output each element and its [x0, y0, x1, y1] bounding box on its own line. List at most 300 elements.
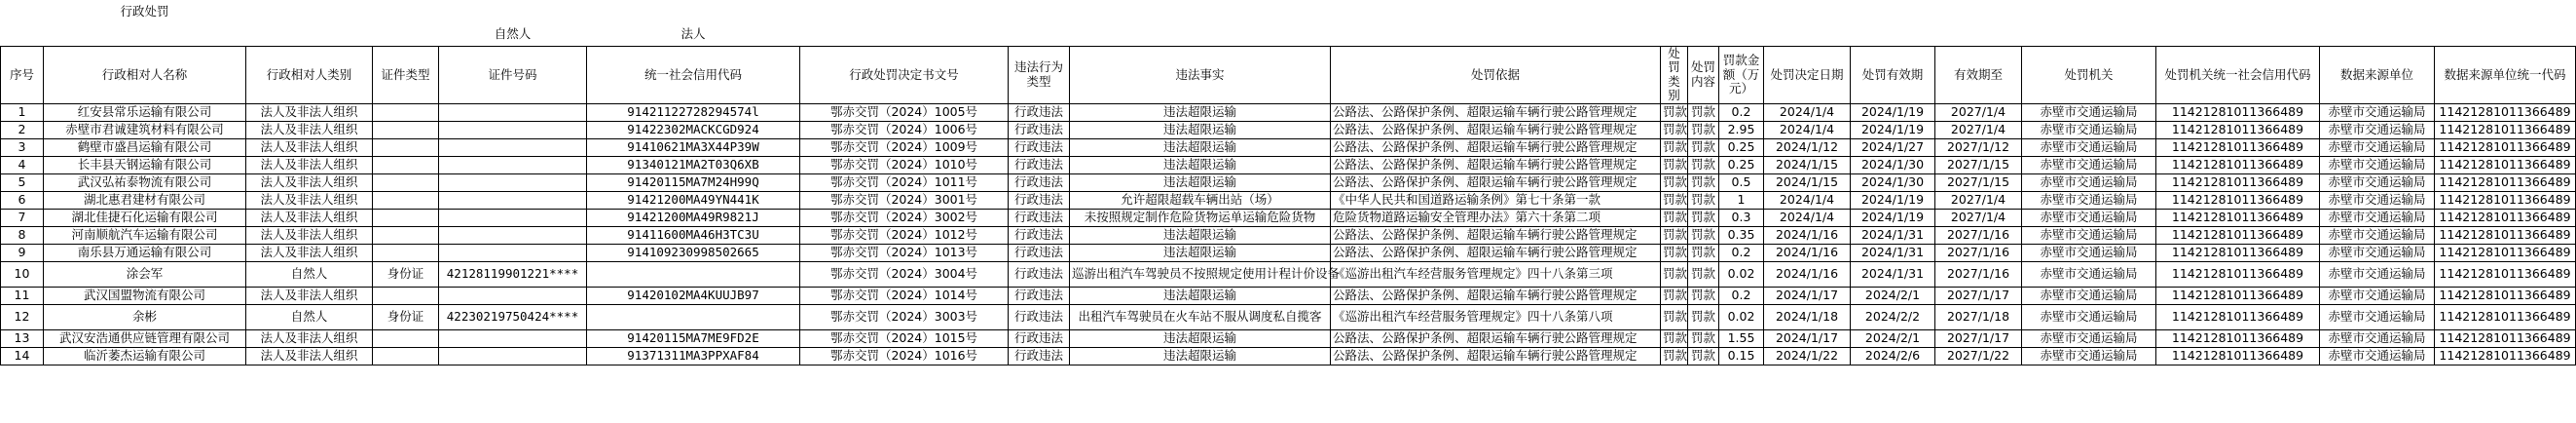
table-cell: 91420115MA7ME9FD2E — [587, 329, 800, 347]
table-cell: 自然人 — [246, 261, 373, 287]
table-cell: 赤壁市交通运输局 — [2022, 209, 2156, 226]
table-cell: 赤壁市交通运输局 — [2320, 138, 2435, 156]
table-cell: 2024/1/31 — [1851, 244, 1935, 261]
table-cell: 赤壁市交通运输局 — [2320, 304, 2435, 329]
table-cell — [587, 304, 800, 329]
table-cell — [373, 347, 439, 365]
table-cell: 公路法、公路保护条例、超限运输车辆行驶公路管理规定 — [1331, 156, 1661, 173]
table-cell: 行政违法 — [1009, 329, 1070, 347]
table-cell: 11421281011366489 — [2156, 304, 2320, 329]
table-cell: 2024/1/4 — [1764, 191, 1851, 209]
table-cell: 罚款 — [1661, 191, 1688, 209]
table-cell: 行政违法 — [1009, 304, 1070, 329]
title-row — [1, 0, 2576, 23]
table-cell: 赤壁市交通运输局 — [2022, 261, 2156, 287]
table-cell: 河南顺航汽车运输有限公司 — [44, 226, 246, 244]
table-cell: 罚款 — [1688, 226, 1719, 244]
table-cell — [373, 244, 439, 261]
table-cell: 赤壁市交通运输局 — [2022, 244, 2156, 261]
table-row — [1, 287, 2576, 304]
table-row — [1, 244, 2576, 261]
table-cell: 2024/1/30 — [1851, 173, 1935, 191]
table-cell: 鄂赤交罚（2024）1006号 — [800, 121, 1009, 138]
column-header: 违法事实 — [1070, 47, 1331, 104]
table-cell: 行政违法 — [1009, 138, 1070, 156]
table-cell: 2024/1/17 — [1764, 329, 1851, 347]
table-cell: 罚款 — [1661, 173, 1688, 191]
table-cell: 违法超限运输 — [1070, 329, 1331, 347]
table-cell: 赤壁市交通运输局 — [2320, 156, 2435, 173]
table-cell: 赤壁市交通运输局 — [2320, 244, 2435, 261]
table-cell: 罚款 — [1661, 304, 1688, 329]
table-cell: 违法超限运输 — [1070, 138, 1331, 156]
table-cell: 11421281011366489 — [2156, 329, 2320, 347]
table-cell: 行政违法 — [1009, 191, 1070, 209]
table-cell — [439, 173, 587, 191]
table-cell: 14 — [1, 347, 44, 365]
column-header: 处罚决定日期 — [1764, 47, 1851, 104]
table-cell: 违法超限运输 — [1070, 244, 1331, 261]
table-cell: 2027/1/4 — [1935, 121, 2022, 138]
table-cell: 2027/1/16 — [1935, 244, 2022, 261]
table-cell: 8 — [1, 226, 44, 244]
table-cell: 91421200MA49R9821J — [587, 209, 800, 226]
table-cell: 罚款 — [1661, 347, 1688, 365]
table-cell: 行政违法 — [1009, 173, 1070, 191]
table-cell: 罚款 — [1688, 209, 1719, 226]
table-cell: 2027/1/4 — [1935, 191, 2022, 209]
table-cell: 2024/1/4 — [1764, 209, 1851, 226]
table-cell: 4 — [1, 156, 44, 173]
table-cell: 2024/1/22 — [1764, 347, 1851, 365]
table-cell: 3 — [1, 138, 44, 156]
table-cell: 《中华人民共和国道路运输条例》第七十条第一款 — [1331, 191, 1661, 209]
table-cell: 赤壁市交通运输局 — [2320, 121, 2435, 138]
table-cell: 罚款 — [1688, 261, 1719, 287]
table-cell: 罚款 — [1661, 329, 1688, 347]
table-cell — [373, 138, 439, 156]
table-cell: 违法超限运输 — [1070, 226, 1331, 244]
table-cell: 鹤壁市盛昌运输有限公司 — [44, 138, 246, 156]
column-header: 统一社会信用代码 — [587, 47, 800, 104]
table-cell: 2024/1/16 — [1764, 244, 1851, 261]
table-cell: 5 — [1, 173, 44, 191]
table-cell: 0.25 — [1719, 138, 1764, 156]
table-cell: 法人及非法人组织 — [246, 329, 373, 347]
table-cell: 91410621MA3X44P39W — [587, 138, 800, 156]
table-cell — [373, 209, 439, 226]
table-cell: 11421281011366489 — [2156, 173, 2320, 191]
table-cell: 11421281011366489 — [2435, 304, 2576, 329]
table-cell: 《巡游出租汽车经营服务管理规定》四十八条第三项 — [1331, 261, 1661, 287]
table-cell: 11421281011366489 — [2156, 209, 2320, 226]
table-cell: 公路法、公路保护条例、超限运输车辆行驶公路管理规定 — [1331, 173, 1661, 191]
table-cell: 10 — [1, 261, 44, 287]
table-cell: 914109230998502665 — [587, 244, 800, 261]
table-cell: 13 — [1, 329, 44, 347]
table-cell: 11421281011366489 — [2156, 138, 2320, 156]
table-cell — [439, 209, 587, 226]
table-cell: 11421281011366489 — [2435, 287, 2576, 304]
table-cell: 0.25 — [1719, 156, 1764, 173]
table-cell: 罚款 — [1661, 209, 1688, 226]
table-cell: 11421281011366489 — [2156, 121, 2320, 138]
table-cell: 罚款 — [1688, 191, 1719, 209]
table-cell: 违法超限运输 — [1070, 173, 1331, 191]
table-cell — [439, 244, 587, 261]
table-cell: 南乐县万通运输有限公司 — [44, 244, 246, 261]
table-cell: 鄂赤交罚（2024）1014号 — [800, 287, 1009, 304]
table-cell: 罚款 — [1688, 304, 1719, 329]
table-cell: 临沂萎杰运输有限公司 — [44, 347, 246, 365]
table-cell: 公路法、公路保护条例、超限运输车辆行驶公路管理规定 — [1331, 121, 1661, 138]
table-cell: 违法超限运输 — [1070, 347, 1331, 365]
table-cell — [373, 156, 439, 173]
table-cell: 鄂赤交罚（2024）1005号 — [800, 103, 1009, 121]
table-cell: 2024/2/1 — [1851, 287, 1935, 304]
table-cell: 法人及非法人组织 — [246, 121, 373, 138]
table-cell: 赤壁市交通运输局 — [2022, 121, 2156, 138]
table-cell: 2027/1/4 — [1935, 103, 2022, 121]
table-cell: 赤壁市交通运输局 — [2320, 329, 2435, 347]
table-cell: 9 — [1, 244, 44, 261]
table-cell: 2024/1/12 — [1764, 138, 1851, 156]
column-header: 数据来源单位 — [2320, 47, 2435, 104]
table-cell: 鄂赤交罚（2024）3003号 — [800, 304, 1009, 329]
table-cell: 91421122728294574l — [587, 103, 800, 121]
column-header: 处罚内容 — [1688, 47, 1719, 104]
table-cell: 赤壁市交通运输局 — [2320, 287, 2435, 304]
table-cell — [439, 138, 587, 156]
table-row — [1, 156, 2576, 173]
table-cell: 2027/1/15 — [1935, 173, 2022, 191]
table-cell: 罚款 — [1688, 287, 1719, 304]
table-cell: 2027/1/17 — [1935, 329, 2022, 347]
table-cell: 罚款 — [1661, 156, 1688, 173]
table-cell: 2027/1/15 — [1935, 156, 2022, 173]
table-cell: 11421281011366489 — [2435, 209, 2576, 226]
table-cell — [587, 261, 800, 287]
table-cell — [373, 173, 439, 191]
column-header: 处罚机关统一社会信用代码 — [2156, 47, 2320, 104]
column-header: 罚款金额（万元） — [1719, 47, 1764, 104]
table-cell: 2024/1/16 — [1764, 226, 1851, 244]
table-cell: 0.2 — [1719, 103, 1764, 121]
table-cell: 身份证 — [373, 304, 439, 329]
table-cell: 0.02 — [1719, 261, 1764, 287]
table-cell: 鄂赤交罚（2024）1010号 — [800, 156, 1009, 173]
table-cell — [439, 103, 587, 121]
table-cell: 91340121MA2T03Q6XB — [587, 156, 800, 173]
table-cell: 未按照规定制作危险货物运单运输危险货物 — [1070, 209, 1331, 226]
table-cell: 2024/1/27 — [1851, 138, 1935, 156]
table-cell: 42230219750424**** — [439, 304, 587, 329]
table-row — [1, 347, 2576, 365]
table-cell: 武汉弘祐泰物流有限公司 — [44, 173, 246, 191]
table-cell: 鄂赤交罚（2024）1012号 — [800, 226, 1009, 244]
table-cell: 1 — [1, 103, 44, 121]
table-cell: 12 — [1, 304, 44, 329]
table-cell — [373, 191, 439, 209]
table-cell — [439, 287, 587, 304]
table-cell: 赤壁市交通运输局 — [2022, 329, 2156, 347]
table-cell: 11421281011366489 — [2156, 244, 2320, 261]
table-cell: 11421281011366489 — [2156, 226, 2320, 244]
table-cell: 公路法、公路保护条例、超限运输车辆行驶公路管理规定 — [1331, 226, 1661, 244]
table-cell: 11421281011366489 — [2156, 103, 2320, 121]
table-cell: 行政违法 — [1009, 156, 1070, 173]
table-cell: 0.2 — [1719, 287, 1764, 304]
table-cell: 2024/1/31 — [1851, 226, 1935, 244]
table-cell: 11421281011366489 — [2435, 156, 2576, 173]
table-cell: 赤壁市交通运输局 — [2022, 347, 2156, 365]
column-header: 处罚机关 — [2022, 47, 2156, 104]
column-header: 行政相对人名称 — [44, 47, 246, 104]
table-cell: 违法超限运输 — [1070, 121, 1331, 138]
table-cell: 2024/1/31 — [1851, 261, 1935, 287]
table-cell: 11421281011366489 — [2156, 156, 2320, 173]
table-cell: 2027/1/4 — [1935, 209, 2022, 226]
table-cell: 身份证 — [373, 261, 439, 287]
table-cell: 涂会军 — [44, 261, 246, 287]
table-cell: 2027/1/22 — [1935, 347, 2022, 365]
table-cell: 赤壁市交通运输局 — [2320, 103, 2435, 121]
table-cell: 公路法、公路保护条例、超限运输车辆行驶公路管理规定 — [1331, 244, 1661, 261]
column-header: 序号 — [1, 47, 44, 104]
group-header-row — [1, 23, 2576, 47]
table-cell: 赤壁市交通运输局 — [2022, 103, 2156, 121]
table-cell: 11421281011366489 — [2435, 329, 2576, 347]
table-cell: 赤壁市交通运输局 — [2022, 226, 2156, 244]
table-row — [1, 261, 2576, 287]
column-header: 行政相对人类别 — [246, 47, 373, 104]
table-row — [1, 226, 2576, 244]
table-cell: 鄂赤交罚（2024）1013号 — [800, 244, 1009, 261]
table-cell: 公路法、公路保护条例、超限运输车辆行驶公路管理规定 — [1331, 347, 1661, 365]
table-cell — [439, 329, 587, 347]
table-cell: 1 — [1719, 191, 1764, 209]
table-cell: 11421281011366489 — [2435, 121, 2576, 138]
table-cell: 2024/2/6 — [1851, 347, 1935, 365]
table-cell: 武汉国盟物流有限公司 — [44, 287, 246, 304]
table-cell: 法人及非法人组织 — [246, 209, 373, 226]
table-cell: 11421281011366489 — [2156, 261, 2320, 287]
table-cell: 公路法、公路保护条例、超限运输车辆行驶公路管理规定 — [1331, 287, 1661, 304]
table-cell: 91420115MA7M24H99Q — [587, 173, 800, 191]
column-header: 数据来源单位统一代码 — [2435, 47, 2576, 104]
table-cell — [373, 103, 439, 121]
table-cell: 赤壁市交通运输局 — [2320, 261, 2435, 287]
table-cell: 1.55 — [1719, 329, 1764, 347]
table-cell: 2024/1/4 — [1764, 121, 1851, 138]
table-cell: 罚款 — [1688, 138, 1719, 156]
table-cell: 0.15 — [1719, 347, 1764, 365]
table-cell: 2 — [1, 121, 44, 138]
table-cell: 行政违法 — [1009, 287, 1070, 304]
table-cell: 2024/2/2 — [1851, 304, 1935, 329]
table-cell: 鄂赤交罚（2024）3002号 — [800, 209, 1009, 226]
table-cell: 鄂赤交罚（2024）3004号 — [800, 261, 1009, 287]
page-title: 行政处罚 — [120, 3, 169, 19]
table-cell: 法人及非法人组织 — [246, 244, 373, 261]
table-cell: 罚款 — [1661, 261, 1688, 287]
table-row — [1, 103, 2576, 121]
table-cell: 2024/1/15 — [1764, 156, 1851, 173]
table-cell: 2024/1/4 — [1764, 103, 1851, 121]
table-cell: 赤壁市交通运输局 — [2320, 191, 2435, 209]
table-cell: 法人及非法人组织 — [246, 226, 373, 244]
table-cell: 2024/1/30 — [1851, 156, 1935, 173]
table-cell: 行政违法 — [1009, 121, 1070, 138]
column-header: 证件号码 — [439, 47, 587, 104]
table-cell: 违法超限运输 — [1070, 156, 1331, 173]
table-cell: 11421281011366489 — [2435, 103, 2576, 121]
table-cell: 6 — [1, 191, 44, 209]
table-cell: 11421281011366489 — [2435, 347, 2576, 365]
table-cell — [373, 121, 439, 138]
table-cell: 公路法、公路保护条例、超限运输车辆行驶公路管理规定 — [1331, 329, 1661, 347]
table-cell: 危险货物道路运输安全管理办法》第六十条第二项 — [1331, 209, 1661, 226]
table-cell: 11421281011366489 — [2156, 191, 2320, 209]
table-cell: 7 — [1, 209, 44, 226]
column-header: 违法行为类型 — [1009, 47, 1070, 104]
table-cell: 赤壁市交通运输局 — [2022, 156, 2156, 173]
table-cell: 鄂赤交罚（2024）1016号 — [800, 347, 1009, 365]
table-cell: 11 — [1, 287, 44, 304]
table-cell — [373, 226, 439, 244]
table-cell: 赤壁市交通运输局 — [2022, 287, 2156, 304]
table-cell: 赤壁市交通运输局 — [2022, 191, 2156, 209]
table-cell: 长丰县天钢运输有限公司 — [44, 156, 246, 173]
table-cell: 罚款 — [1688, 121, 1719, 138]
table-row — [1, 304, 2576, 329]
column-header: 处罚有效期 — [1851, 47, 1935, 104]
table-cell: 罚款 — [1661, 226, 1688, 244]
table-cell: 2024/1/19 — [1851, 191, 1935, 209]
table-cell: 2027/1/17 — [1935, 287, 2022, 304]
table-cell: 罚款 — [1661, 287, 1688, 304]
table-cell: 11421281011366489 — [2435, 173, 2576, 191]
table-cell: 湖北佳捷石化运输有限公司 — [44, 209, 246, 226]
table-cell: 赤壁市交通运输局 — [2022, 138, 2156, 156]
table-cell: 11421281011366489 — [2435, 226, 2576, 244]
table-cell: 2024/1/18 — [1764, 304, 1851, 329]
column-header: 证件类型 — [373, 47, 439, 104]
table-cell: 法人及非法人组织 — [246, 156, 373, 173]
table-cell — [439, 156, 587, 173]
table-cell: 出租汽车驾驶员在火车站不服从调度私自揽客 — [1070, 304, 1331, 329]
table-cell: 鄂赤交罚（2024）1015号 — [800, 329, 1009, 347]
table-cell: 行政违法 — [1009, 103, 1070, 121]
table-cell: 2027/1/16 — [1935, 226, 2022, 244]
table-cell: 罚款 — [1688, 173, 1719, 191]
column-header: 行政处罚决定书文号 — [800, 47, 1009, 104]
table-cell: 2024/2/1 — [1851, 329, 1935, 347]
table-cell: 罚款 — [1688, 329, 1719, 347]
table-cell: 91422302MACKCGD924 — [587, 121, 800, 138]
table-cell: 行政违法 — [1009, 261, 1070, 287]
table-cell: 2027/1/18 — [1935, 304, 2022, 329]
table-cell — [439, 191, 587, 209]
table-cell: 鄂赤交罚（2024）1009号 — [800, 138, 1009, 156]
table-cell: 2.95 — [1719, 121, 1764, 138]
table-cell: 0.35 — [1719, 226, 1764, 244]
table-cell: 法人及非法人组织 — [246, 138, 373, 156]
table-cell: 赤壁市君诚建筑材料有限公司 — [44, 121, 246, 138]
table-cell: 0.5 — [1719, 173, 1764, 191]
legal-person-group-header: 法人 — [681, 26, 706, 42]
table-cell: 42128119901221**** — [439, 261, 587, 287]
table-cell: 行政违法 — [1009, 244, 1070, 261]
table-cell: 罚款 — [1688, 244, 1719, 261]
table-cell: 法人及非法人组织 — [246, 103, 373, 121]
column-header: 处罚类别 — [1661, 47, 1688, 104]
table-cell: 0.3 — [1719, 209, 1764, 226]
table-cell: 湖北惠君建材有限公司 — [44, 191, 246, 209]
table-cell: 法人及非法人组织 — [246, 173, 373, 191]
table-cell: 公路法、公路保护条例、超限运输车辆行驶公路管理规定 — [1331, 138, 1661, 156]
column-header: 处罚依据 — [1331, 47, 1661, 104]
table-cell: 违法超限运输 — [1070, 287, 1331, 304]
table-cell: 余彬 — [44, 304, 246, 329]
table-cell: 2024/1/19 — [1851, 103, 1935, 121]
table-cell: 法人及非法人组织 — [246, 191, 373, 209]
table-cell: 赤壁市交通运输局 — [2022, 304, 2156, 329]
table-cell: 公路法、公路保护条例、超限运输车辆行驶公路管理规定 — [1331, 103, 1661, 121]
table-cell: 11421281011366489 — [2435, 138, 2576, 156]
column-header-row — [1, 47, 2576, 104]
table-cell: 赤壁市交通运输局 — [2320, 209, 2435, 226]
table-cell — [373, 287, 439, 304]
table-cell: 法人及非法人组织 — [246, 287, 373, 304]
table-cell — [373, 329, 439, 347]
table-cell: 《巡游出租汽车经营服务管理规定》四十八条第八项 — [1331, 304, 1661, 329]
table-row — [1, 209, 2576, 226]
table-row — [1, 329, 2576, 347]
table-cell: 罚款 — [1661, 103, 1688, 121]
table-row — [1, 173, 2576, 191]
table-cell: 允许超限超载车辆出站（场） — [1070, 191, 1331, 209]
table-row — [1, 138, 2576, 156]
table-cell: 罚款 — [1661, 138, 1688, 156]
table-cell: 罚款 — [1688, 103, 1719, 121]
table-cell: 11421281011366489 — [2435, 244, 2576, 261]
table-row — [1, 191, 2576, 209]
table-cell: 罚款 — [1688, 156, 1719, 173]
table-cell: 鄂赤交罚（2024）1011号 — [800, 173, 1009, 191]
table-cell — [439, 347, 587, 365]
table-cell: 2024/1/15 — [1764, 173, 1851, 191]
table-cell: 法人及非法人组织 — [246, 347, 373, 365]
table-cell: 罚款 — [1661, 121, 1688, 138]
table-cell: 91421200MA49YN441K — [587, 191, 800, 209]
table-cell: 罚款 — [1661, 244, 1688, 261]
table-cell: 91411600MA46H3TC3U — [587, 226, 800, 244]
table-cell: 行政违法 — [1009, 347, 1070, 365]
table-row — [1, 121, 2576, 138]
table-cell: 红安县常乐运输有限公司 — [44, 103, 246, 121]
natural-person-group-header: 自然人 — [494, 26, 532, 42]
table-cell — [439, 226, 587, 244]
table-cell: 自然人 — [246, 304, 373, 329]
table-cell: 违法超限运输 — [1070, 103, 1331, 121]
table-cell: 赤壁市交通运输局 — [2022, 173, 2156, 191]
table-cell: 行政违法 — [1009, 209, 1070, 226]
table-cell: 2024/1/16 — [1764, 261, 1851, 287]
table-cell: 0.02 — [1719, 304, 1764, 329]
table-cell: 鄂赤交罚（2024）3001号 — [800, 191, 1009, 209]
table-cell: 91371311MA3PPXAF84 — [587, 347, 800, 365]
